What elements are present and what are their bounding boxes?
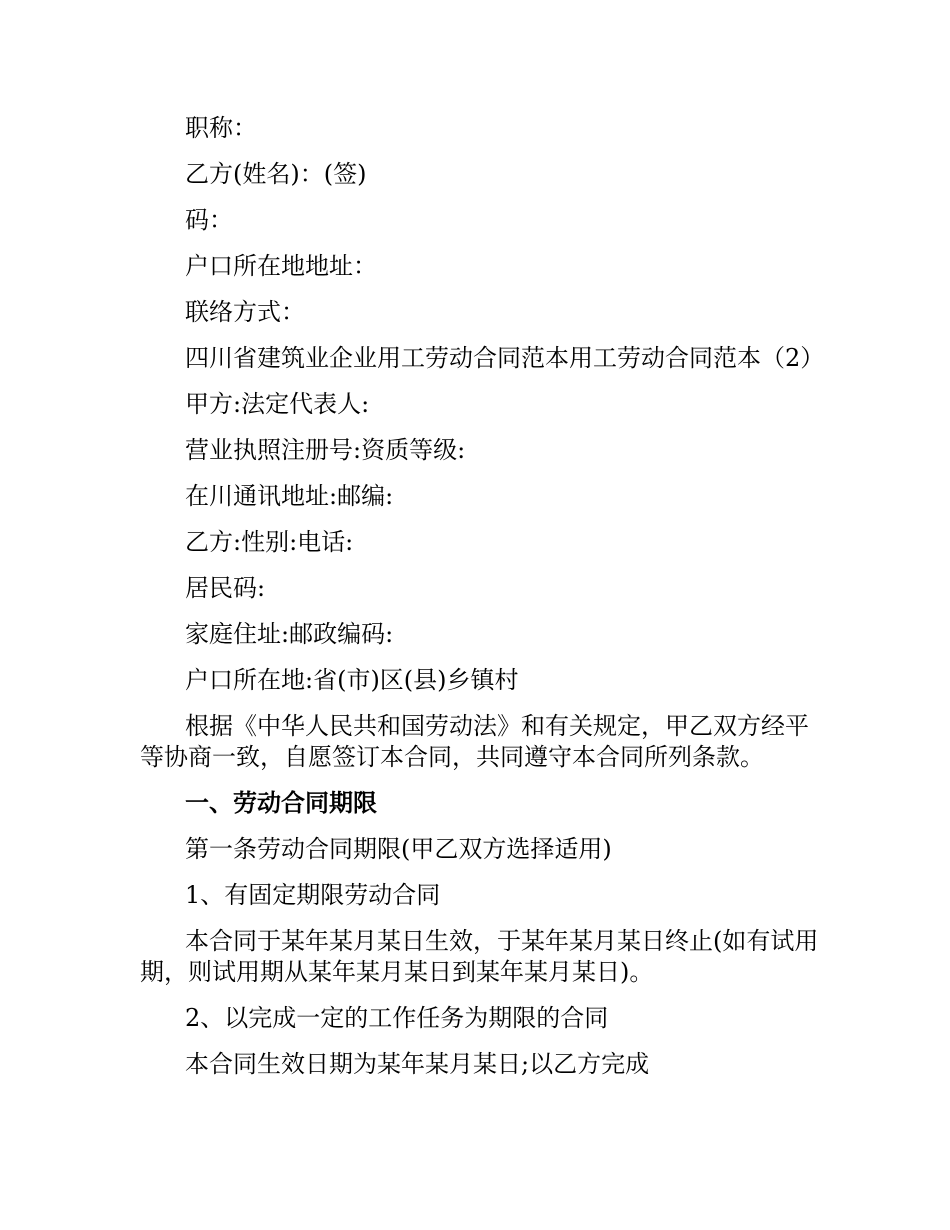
article-1-title: 第一条劳动合同期限(甲乙双方选择适用) bbox=[185, 835, 612, 863]
task-based-paragraph: 本合同生效日期为某年某月某日;以乙方完成 bbox=[185, 1050, 650, 1078]
document-body bbox=[140, 113, 825, 1095]
field-job-title: 职称： bbox=[185, 114, 257, 142]
item-fixed-term-contract: 1、有固定期限劳动合同 bbox=[185, 881, 441, 909]
heading-contract-term: 一、劳动合同期限 bbox=[185, 789, 377, 817]
preamble-paragraph: 根据《中华人民共和国劳动法》和有关规定，甲乙双方经平等协商一致，自愿签订本合同，共同遵守本合同所列条款。 bbox=[140, 712, 809, 771]
field-resident-code: 居民码: bbox=[185, 574, 266, 602]
field-party-b-name-signature: 乙方(姓名)：(签) bbox=[185, 160, 367, 188]
field-business-license: 营业执照注册号:资质等级: bbox=[185, 436, 466, 464]
field-contact: 联络方式： bbox=[185, 298, 305, 326]
field-sichuan-address: 在川通讯地址:邮编: bbox=[185, 482, 394, 510]
field-code: 码： bbox=[185, 206, 233, 234]
field-party-a-legal-rep: 甲方:法定代表人: bbox=[185, 390, 370, 418]
section-title-contract-template: 四川省建筑业企业用工劳动合同范本用工劳动合同范本（2） bbox=[185, 344, 825, 372]
fixed-term-paragraph: 本合同于某年某月某日生效，于某年某月某日终止(如有试用期，则试用期从某年某月某日到某年某月某日)。 bbox=[140, 927, 819, 986]
item-task-based-contract: 2、以完成一定的工作任务为期限的合同 bbox=[185, 1004, 609, 1032]
field-household-location: 户口所在地:省(市)区(县)乡镇村 bbox=[185, 666, 519, 694]
field-home-address: 家庭住址:邮政编码: bbox=[185, 620, 394, 648]
field-party-b-gender-phone: 乙方:性别:电话: bbox=[185, 528, 354, 556]
field-household-address: 户口所在地地址： bbox=[185, 252, 377, 280]
